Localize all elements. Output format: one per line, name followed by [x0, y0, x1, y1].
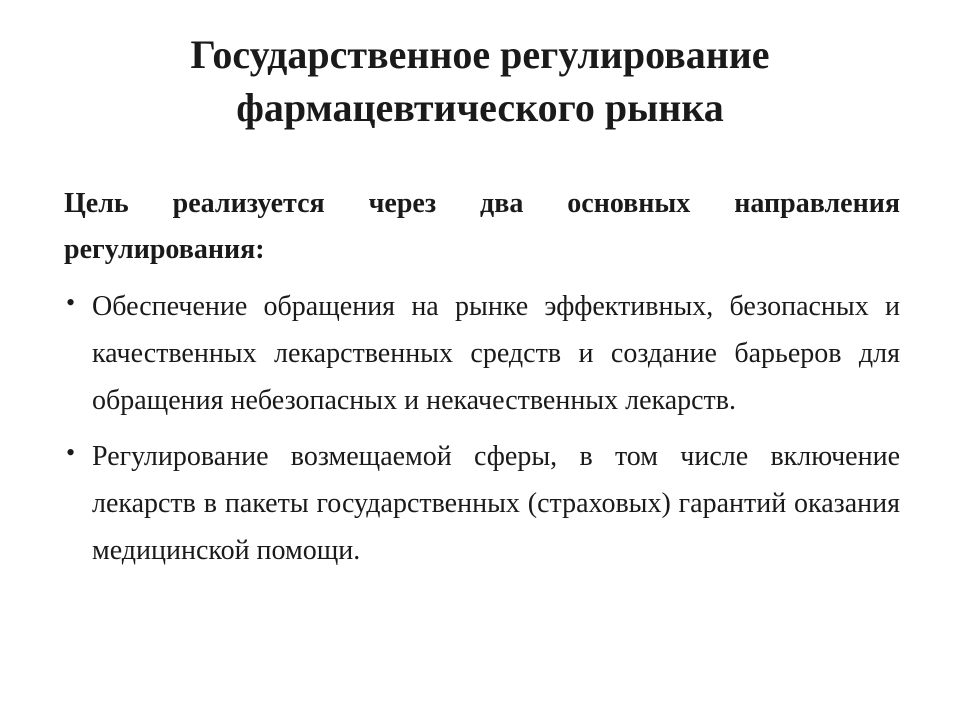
- bullet-text: Обеспечение обращения на рынке эффективных, безопасных и качественных лекарственных средств и создание барьеров для обращения небезопасных и некачественных лекарств.: [92, 291, 900, 416]
- bullet-dot-icon: •: [66, 288, 76, 317]
- slide-body: [64, 181, 900, 583]
- bullet-list: [64, 283, 900, 574]
- bullet-dot-icon: •: [66, 438, 76, 467]
- title-line: Государственное регулирование: [190, 32, 770, 77]
- slide-title: [60, 28, 900, 134]
- title-line: фармацевтического рынка: [236, 85, 724, 130]
- bullet-item: [64, 433, 900, 574]
- intro-text: Цель реализуется через два основных направления регулирования:: [64, 188, 900, 265]
- bullet-text: Регулирование возмещаемой сферы, в том числе включение лекарств в пакеты государственных (страховых) гарантий оказания медицинской помощи.: [92, 441, 900, 566]
- bullet-item: [64, 283, 900, 424]
